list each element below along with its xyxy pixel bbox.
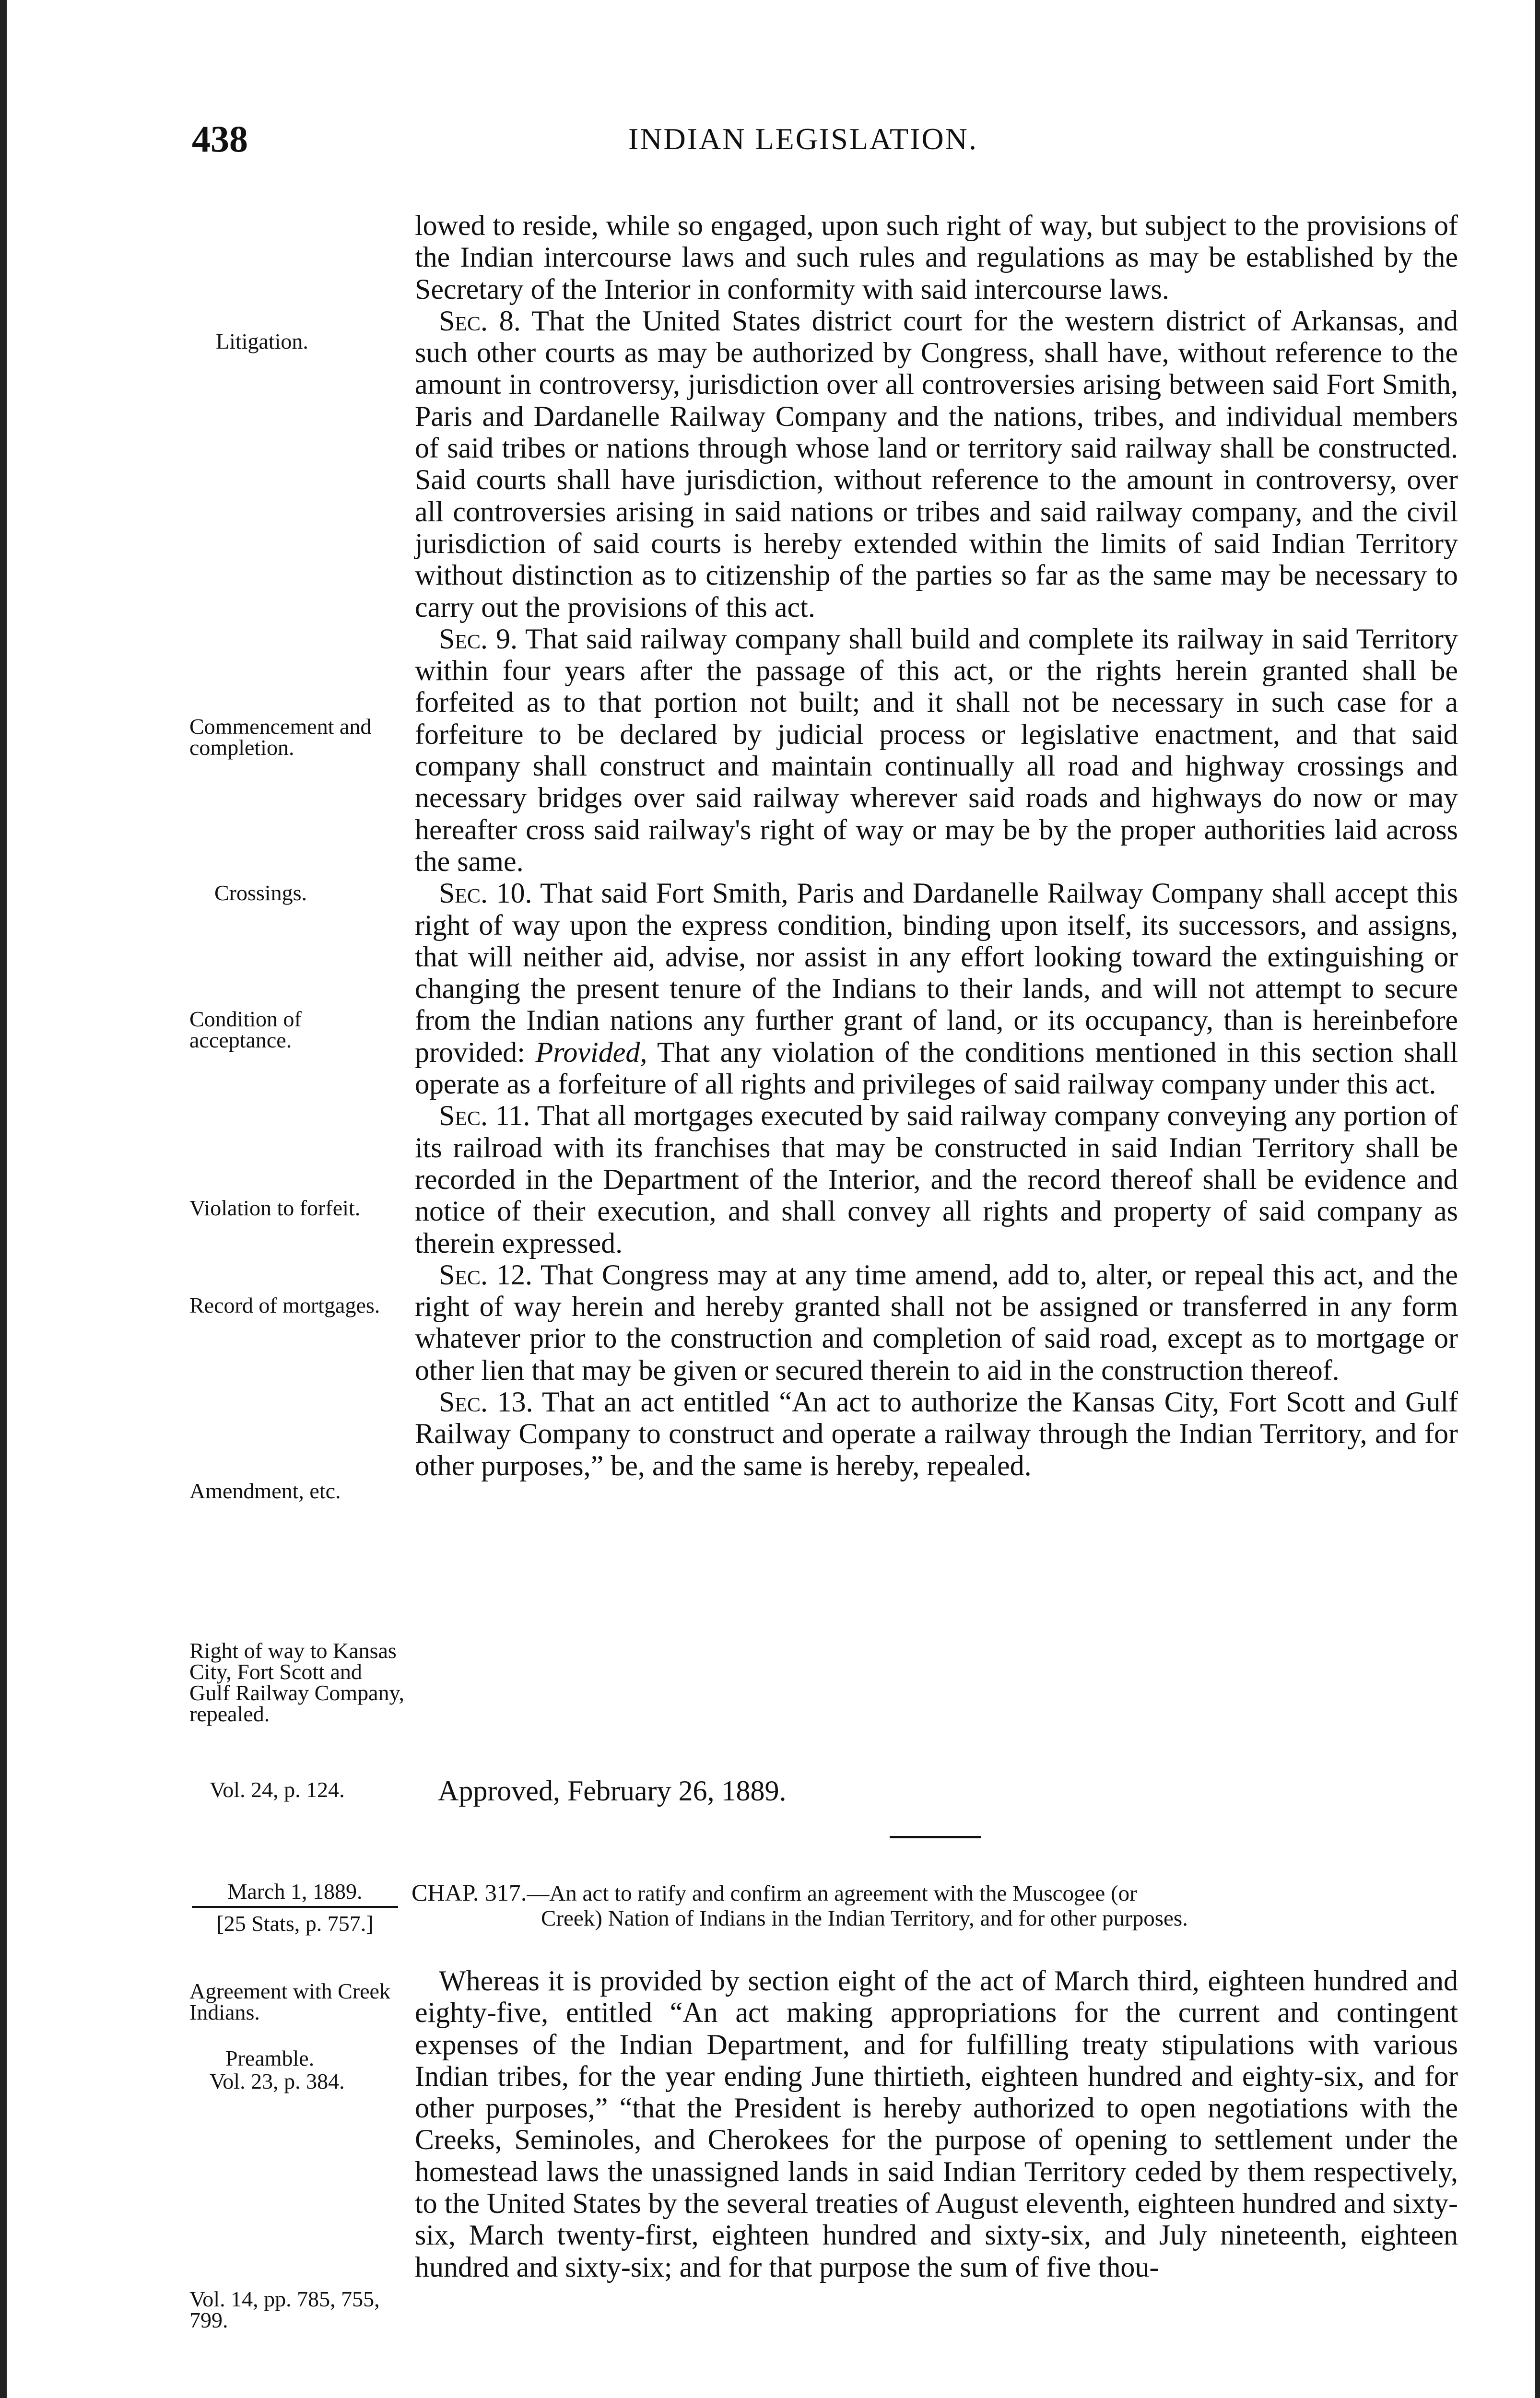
page-number: 438 <box>192 118 248 160</box>
margin-note-preamble: Preamble. <box>225 2046 315 2070</box>
section-10-text: That said Fort Smith, Paris and Dardanelle Railway Company shall accept this right of way upon the express condition, binding upon itself, its successors, and assigns, that will neither aid, advise, nor assist in any effort looking toward the extinguishing or changing the present tenure of the Indians to their lands, and will not attempt to secure from the Indian nations any further grant of land, or its occupancy, than is hereinbefore provided: <box>415 877 1458 1068</box>
chapter-title-line-1: —An act to ratify and confirm an agreement with the Muscogee (or <box>527 1881 1137 1906</box>
section-divider <box>890 1836 981 1838</box>
section-13-label: Sec. 13. <box>439 1386 533 1418</box>
margin-note-vol23: Vol. 23, p. 384. <box>210 2069 345 2093</box>
whereas-paragraph: Whereas it is provided by section eight of the act of March third, eighteen hundred and eighty-five, entitled “An act making appropriations for the current and contingent expenses of the Indian Department, and for fulfilling treaty stipulations with various Indian tribes, for the year ending June thirtieth, eighteen hundred and eighty-six, and for other purposes,” “that the President is hereby authorized to open negotiations with the Creeks, Seminoles, and Cherokees for the purpose of opening to settlement under the homestead laws the unassigned lands in said Indian Territory ceded by them respectively, to the United States by the several treaties of August eleventh, eighteen hundred and sixty-six, March twenty-first, eighteen hundred and sixty-six, and July nineteenth, eighteen hundred and sixty-six; and for that purpose the sum of five thou- <box>415 1965 1458 2283</box>
margin-note-commencement: Commencement and completion. <box>189 714 372 760</box>
page-header <box>192 118 1468 170</box>
section-10 <box>415 877 1458 1100</box>
chapter-stats-citation: [25 Stats, p. 757.] <box>216 1911 374 1936</box>
section-10-label: Sec. 10. <box>439 877 532 909</box>
margin-note-vol14: Vol. 14, pp. 785, 755, 799. <box>189 2287 380 2332</box>
chapter-title-line-2: Creek) Nation of Indians in the Indian Territory, and for other purposes. <box>541 1906 1188 1931</box>
chapter-number: CHAP. 317. <box>411 1879 527 1906</box>
approved-date: Approved, February 26, 1889. <box>438 1775 787 1807</box>
section-9-text: That said railway company shall build and complete its railway in said Territory within four years after the passage of this act, or the rights herein granted shall be forfeited as to that portion not built; and it shall not be necessary in such case for a forfeiture to be declared by judicial process or legislative enactment, and that said company shall construct and maintain continually all road and highway crossings and necessary bridges over said railway wherever said roads and highways do now or may hereafter cross said railway's right of way or may be by the proper authorities laid across the same. <box>415 623 1458 877</box>
section-8 <box>415 305 1458 623</box>
margin-note-record: Record of mortgages. <box>189 1293 380 1317</box>
section-10-provided: Provided, <box>535 1036 647 1068</box>
margin-note-crossings: Crossings. <box>214 881 307 905</box>
chapter-title <box>411 1880 1459 1931</box>
margin-note-litigation: Litigation. <box>216 329 308 353</box>
scan-edge-right <box>1535 0 1540 2398</box>
section-13 <box>415 1386 1458 1481</box>
main-text-column <box>415 210 1458 1481</box>
section-10-text-after: That any violation of the conditions mentioned in this section shall operate as a forfeiture of all rights and privileges of said railway company under this act. <box>415 1036 1458 1100</box>
chapter-date-block <box>192 1879 398 1936</box>
margin-note-violation: Violation to forfeit. <box>189 1196 361 1220</box>
section-11 <box>415 1100 1458 1258</box>
preamble-column <box>415 1965 1458 2283</box>
section-8-text: That the United States district court for the western district of Arkansas, and such other courts as may be authorized by Congress, shall have, without reference to the amount in controversy, jurisdiction over all controversies arising between said Fort Smith, Paris and Dardanelle Railway Company and the nations, tribes, and individual members of said tribes or nations through whose land or territory said railway shall be constructed. Said courts shall have jurisdiction, without reference to the amount in controversy, over all controversies arising in said nations or tribes and said railway company, and the civil jurisdiction of said courts is hereby extended within the limits of said Indian Territory without distinction as to citizenship of the parties so far as the same may be necessary to carry out the provisions of this act. <box>415 305 1458 623</box>
margin-note-amendment: Amendment, etc. <box>189 1479 341 1503</box>
section-8-label: Sec. 8. <box>439 305 521 337</box>
scan-edge-left <box>0 0 7 2398</box>
section-13-text: That an act entitled “An act to authorize the Kansas City, Fort Scott and Gulf Railway Company to construct and operate a railway through the Indian Territory, and for other purposes,” be, and the same is hereby, repealed. <box>415 1386 1458 1481</box>
continuation-paragraph: lowed to reside, while so engaged, upon such right of way, but subject to the provisions of the Indian intercourse laws and such rules and regulations as may be established by the Secretary of the Interior in conformity with said intercourse laws. <box>415 210 1458 305</box>
section-12 <box>415 1259 1458 1386</box>
section-12-text: That Congress may at any time amend, add to, alter, or repeal this act, and the right of way herein and hereby granted shall not be assigned or transferred in any form whatever prior to the construction and completion of said road, except as to mortgage or other lien that may be given or secured therein to aid in the construction thereof. <box>415 1258 1458 1386</box>
margin-note-agreement: Agreement with Creek Indians. <box>189 1979 390 2024</box>
margin-note-vol24: Vol. 24, p. 124. <box>210 1777 345 1802</box>
chapter-date: March 1, 1889. <box>192 1879 398 1908</box>
section-9 <box>415 623 1458 877</box>
running-head: INDIAN LEGISLATION. <box>628 122 978 156</box>
section-11-text: That all mortgages executed by said railway company conveying any portion of its railroad with its franchises that may be constructed in said Indian Territory shall be recorded in the Department of the Interior, and the record thereof shall be evidence and notice of their execution, and shall convey all rights and property of said company as therein expressed. <box>415 1100 1458 1259</box>
section-9-label: Sec. 9. <box>439 623 518 655</box>
margin-note-condition: Condition of acceptance. <box>189 1007 302 1052</box>
margin-note-right-of-way: Right of way to Kansas City, Fort Scott and Gulf Railway Company, repealed. <box>189 1638 405 1726</box>
section-12-label: Sec. 12. <box>439 1258 533 1291</box>
section-11-label: Sec. 11. <box>439 1100 530 1132</box>
